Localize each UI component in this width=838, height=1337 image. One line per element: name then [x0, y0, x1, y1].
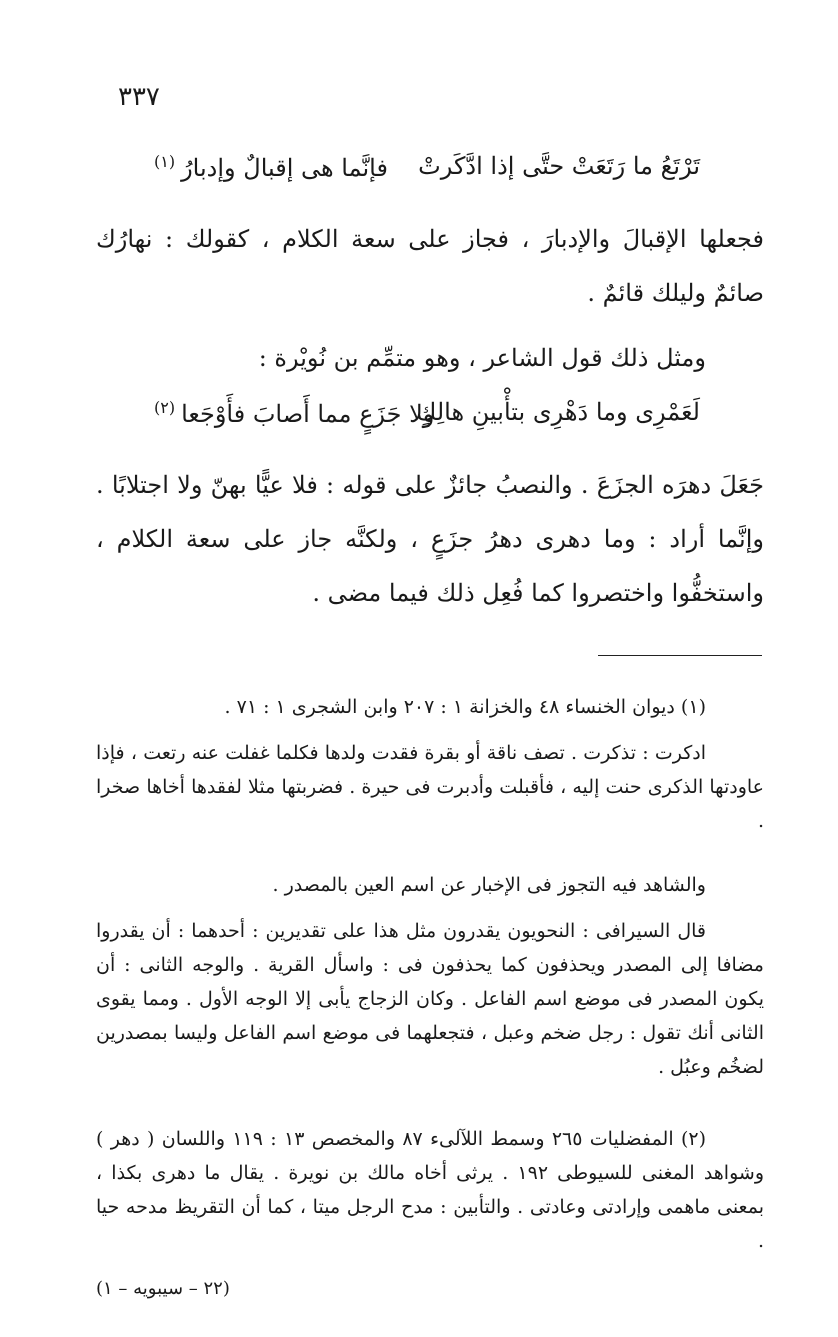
verse-2-second-hemistich — [154, 398, 434, 428]
page-number: ٣٣٧ — [118, 82, 160, 112]
verse-1-second-hemistich-text: فإنَّما هى إقبالٌ وإدبارُ — [181, 154, 388, 182]
verse-1 — [96, 152, 700, 192]
paragraph-1: فجعلها الإقبالَ والإدبارَ ، فجاز على سعة الكلام ، كقولك : نهارُك صائمٌ وليلك قائمٌ . — [96, 225, 764, 307]
footnote-1-sirafi: قال السيرافى : النحويون يقدرون مثل هذا على تقديرين : أحدهما : أن يقدروا مضافا إلى المصدر ويحذفون كما يحذفون فى : واسأل القرية . والوجه الثانى : أن يكون المصدر فى موضع اسم الفاعل . وكان الزجاج يأبى إلا الوجه الأول . ومما يقوى الثانى أنك تقول : رجل ضخم وعبل ، فتجعلهما فى موضع اسم الفاعل وليسا بمصدرين لضخُم وعبُل . — [96, 920, 764, 1078]
print-signature: (٢٢ – سيبويه – ١) — [96, 1278, 230, 1299]
footnote-1-witness: والشاهد فيه التجوز فى الإخبار عن اسم العين بالمصدر . — [272, 874, 706, 896]
verse-1-first-hemistich: تَرْتَعُ ما رَتَعَتْ حتَّى إذا ادَّكَرتْ — [418, 152, 700, 180]
verse-2-first-hemistich: لَعَمْرِى وما دَهْرِى بتأْبينِ هالِكٍ — [416, 398, 700, 426]
paragraph-2: ومثل ذلك قول الشاعر ، وهو متمِّم بن نُويْرة : — [258, 344, 706, 372]
footnote-2: (٢) المفضليات ٢٦٥ وسمط اللآلىء ٨٧ والمخصص ١٣ : ١١٩ واللسان ( دهر ) وشواهد المغنى للسيوطى ١٩٢ . يرثى أخاه مالك بن نويرة . يقال ما دهرى بكذا ، بمعنى ماهمى وإرادتى وعادتى . والتأبين : مدح الرجل ميتا ، كما أن التقريظ مدحه حيا . — [96, 1128, 764, 1252]
footnote-1-source: (١) ديوان الخنساء ٤٨ والخزانة ١ : ٢٠٧ وابن الشجرى ١ : ٧١ . — [224, 696, 706, 718]
footnote-separator — [598, 655, 762, 656]
footnote-marker-1: (١) — [154, 152, 176, 171]
footnote-marker-2: (٢) — [154, 398, 176, 417]
paragraph-3: جَعَلَ دهرَه الجزَعَ . والنصبُ جائزٌ على قوله : فلا عيًّا بهنّ ولا اجتلابًا . وإنَّما أراد : وما دهرى دهرُ جزَعٍ ، ولكنَّه جاز على سعة الكلام ، واستخفُّوا واختصروا كما فُعِل ذلك فيما مضى . — [96, 471, 765, 607]
footnote-1-gloss: ادكرت : تذكرت . تصف ناقة أو بقرة فقدت ولدها فكلما غفلت عنه رتعت ، فإذا عاودتها الذكرى حنت إليه ، فأقبلت وأدبرت فى حيرة . فضربتها مثلا لفقدها أخاها صخرا . — [96, 742, 764, 832]
verse-2-second-hemistich-text: ولا جَزَعٍ مما أَصابَ فأَوْجَعا — [181, 400, 435, 428]
verse-1-second-hemistich — [154, 152, 388, 182]
verse-2 — [96, 398, 700, 438]
